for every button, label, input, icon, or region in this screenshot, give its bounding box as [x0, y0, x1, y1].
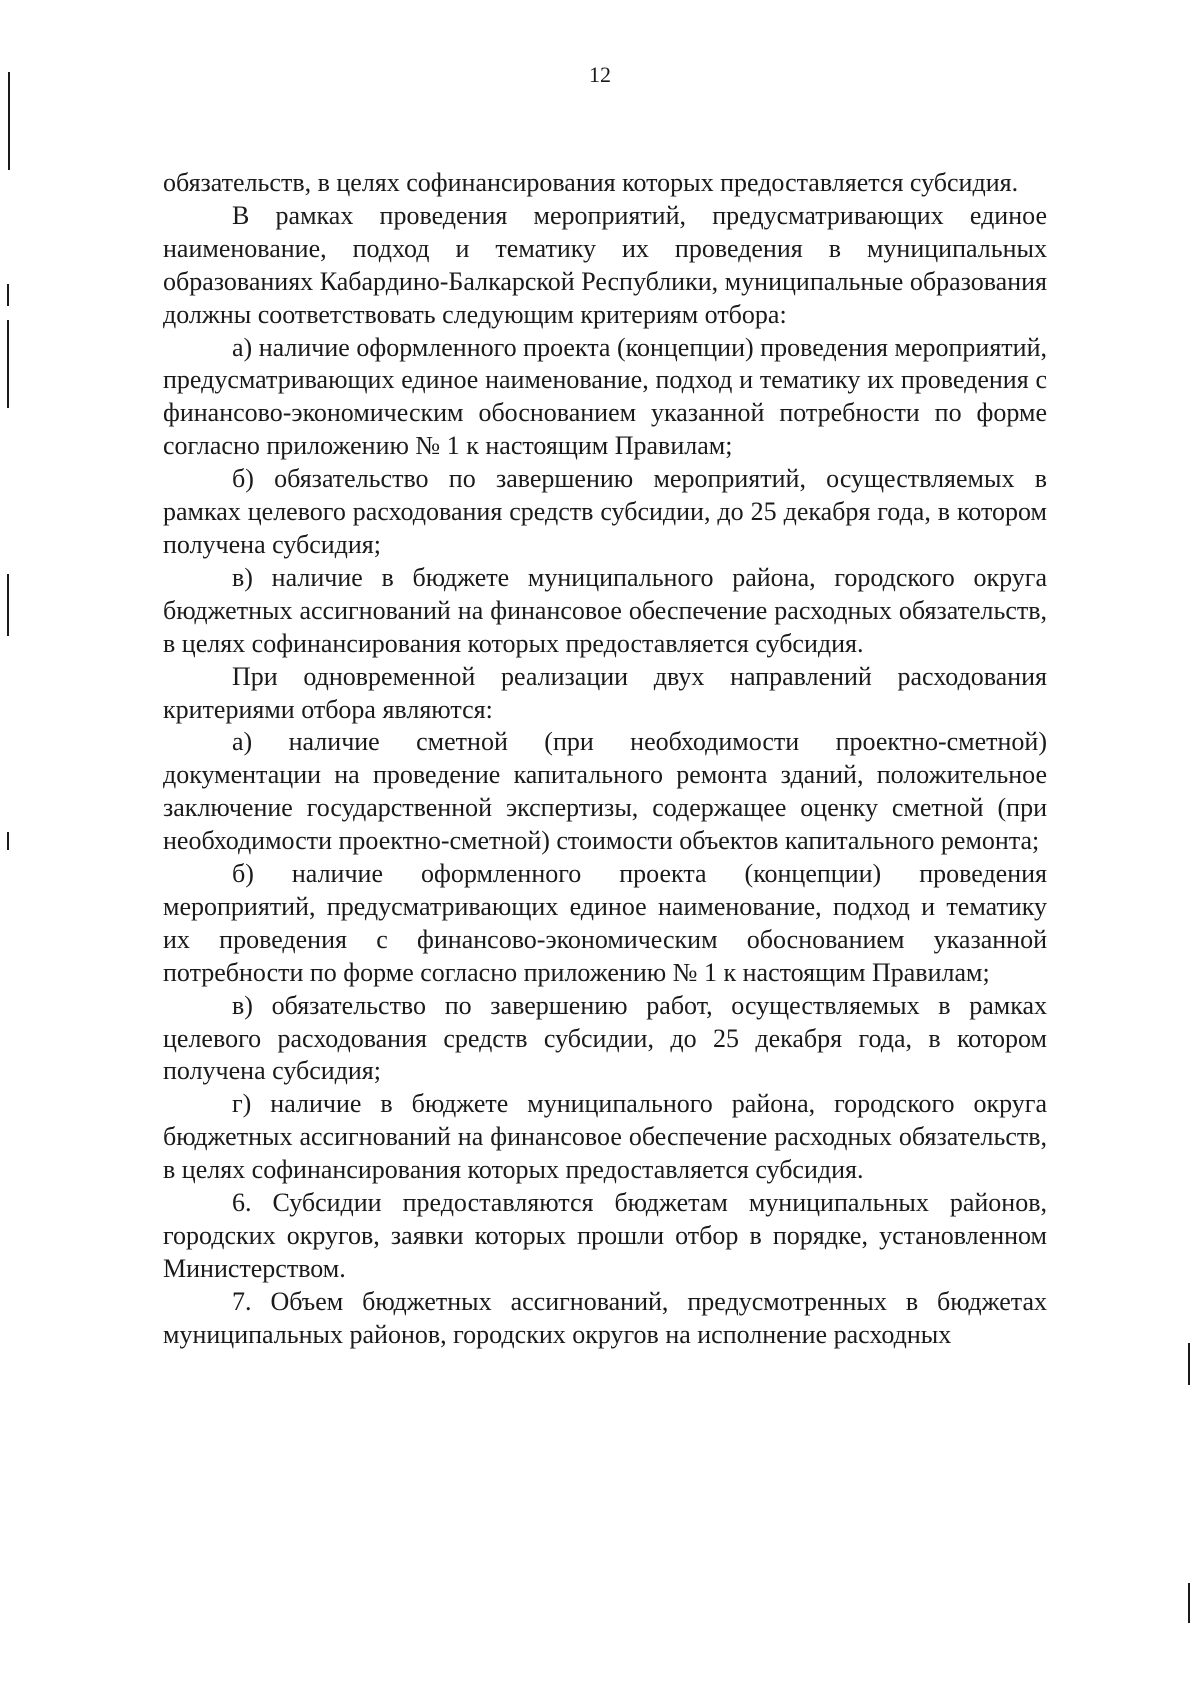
paragraph-item-6: 6. Субсидии предоставляются бюджетам муниципальных районов, городских округов, заявки которых прошли отбор в порядке, установленном Министерством. — [163, 1188, 1047, 1283]
scan-margin-line — [8, 72, 10, 170]
paragraph-criterion-b: б) обязательство по завершению мероприятий, осуществляемых в рамках целевого расходования средств субсидии, до 25 декабря года, в котором получена субсидия; — [163, 464, 1047, 559]
paragraph-dual-criterion-a: а) наличие сметной (при необходимости проектно-сметной) документации на проведение капитального ремонта зданий, положительное заключение государственной экспертизы, содержащее оценку сметной (при необходимости проектно-сметной) стоимости объектов капитального ремонта; — [163, 727, 1047, 856]
document-body — [163, 167, 1047, 1352]
paragraph-item-7: 7. Объем бюджетных ассигнований, предусмотренных в бюджетах муниципальных районов, городских округов на исполнение расходных — [163, 1286, 1047, 1349]
scan-margin-line — [7, 320, 9, 408]
scan-margin-line — [1188, 1343, 1190, 1385]
paragraph-dual-criterion-b: б) наличие оформленного проекта (концепции) проведения мероприятий, предусматривающих единое наименование, подход и тематику их проведения с финансово-экономическим обоснованием указанной потребности по форме согласно приложению № 1 к настоящим Правилам; — [163, 859, 1047, 987]
paragraph-dual-criterion-v: в) обязательство по завершению работ, осуществляемых в рамках целевого расходования средств субсидии, до 25 декабря года, в котором получена субсидия; — [163, 990, 1047, 1086]
paragraph-dual-criterion-g: г) наличие в бюджете муниципального района, городского округа бюджетных ассигнований на финансовое обеспечение расходных обязательств, в целях софинансирования которых предоставляется субсидия. — [163, 1089, 1047, 1185]
paragraph-criterion-a: а) наличие оформленного проекта (концепции) проведения мероприятий, предусматривающих единое наименование, подход и тематику их проведения с финансово-экономическим обоснованием указанной потребности по форме согласно приложению № 1 к настоящим Правилам; — [163, 332, 1047, 461]
paragraph-selection-criteria-intro: В рамках проведения мероприятий, предусматривающих единое наименование, подход и тематику их проведения в муниципальных образованиях Кабардино-Балкарской Республики, муниципальные образования должны соответствовать следующим критериям отбора: — [163, 200, 1047, 329]
page-number: 12 — [589, 62, 611, 87]
paragraph-1-continuation: обязательств, в целях софинансирования которых предоставляется субсидия. — [163, 168, 1019, 197]
scan-margin-line — [7, 574, 9, 636]
scan-margin-line — [1188, 1583, 1190, 1623]
scan-margin-line — [7, 284, 9, 306]
paragraph-criterion-v: в) наличие в бюджете муниципального района, городского округа бюджетных ассигнований на финансовое обеспечение расходных обязательств, в целях софинансирования которых предоставляется субсидия. — [163, 562, 1047, 658]
paragraph-dual-direction-intro: При одновременной реализации двух направлений расходования критериями отбора являются: — [163, 661, 1047, 724]
scan-margin-line — [7, 832, 9, 850]
